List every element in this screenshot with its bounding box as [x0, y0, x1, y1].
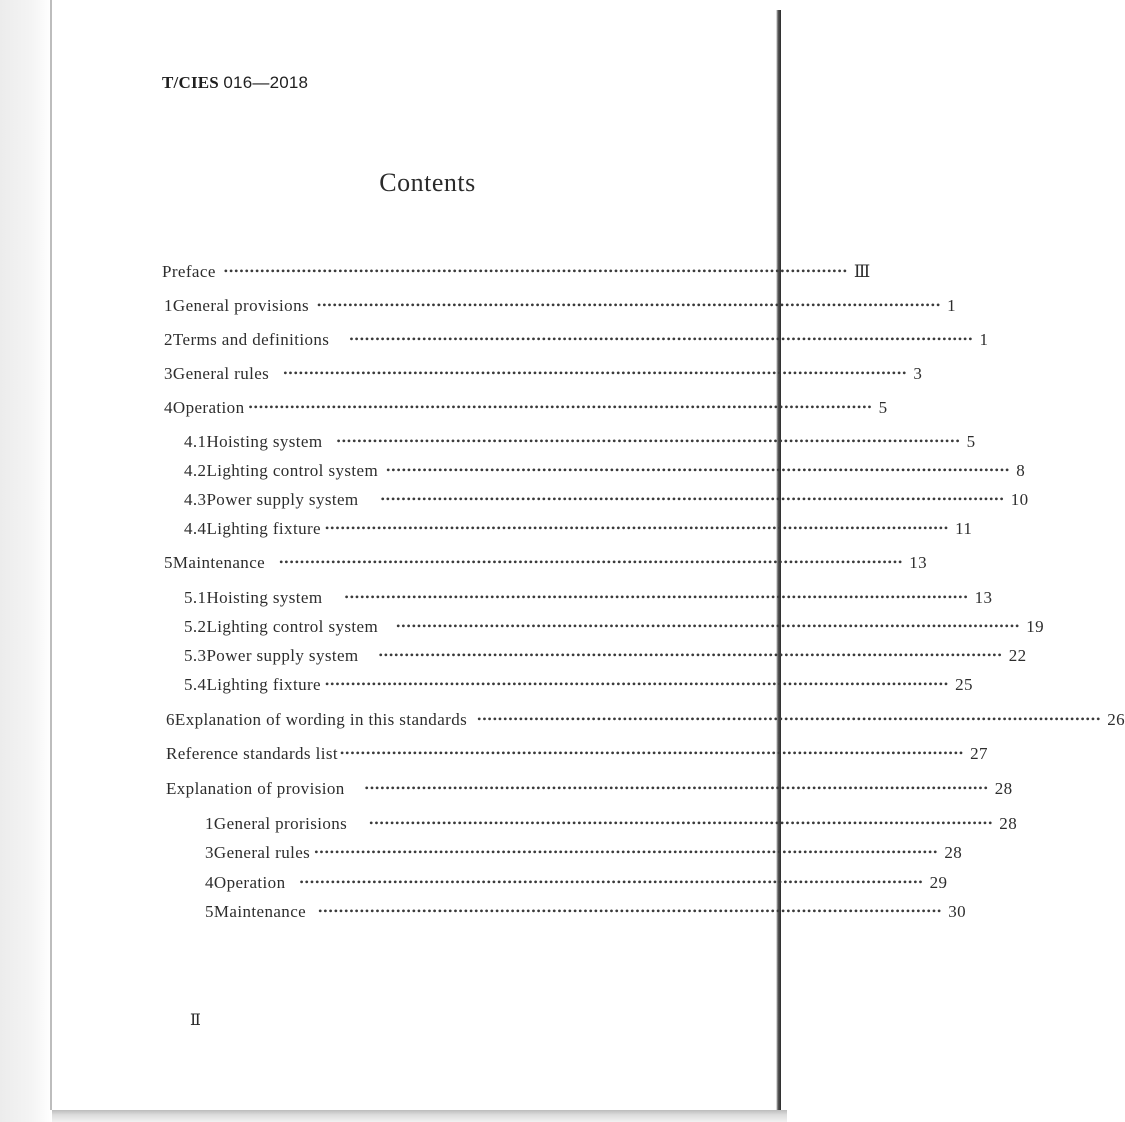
toc-label: Maintenance — [172, 553, 266, 572]
toc-number: 4.3 — [184, 490, 207, 509]
toc-leader: •••••••••••••••••••••••••••••••••••••••••••••••••••••••••••••••••••••••••••••••••••••••••••••••••••••••••••••••••••••••• — [369, 816, 994, 830]
toc-label: Terms and definitions — [172, 330, 330, 349]
toc-page: 25 — [955, 675, 973, 694]
toc-number: 5.2 — [184, 617, 207, 636]
toc-number: 3 — [205, 843, 214, 862]
toc-leader: •••••••••••••••••••••••••••••••••••••••••••••••••••••••••••••••••••••••••••••••••••••••••••••••••••••••••••••••••••••••• — [380, 492, 1005, 506]
toc-entry-5-1[interactable] — [184, 588, 993, 612]
toc-entry-5[interactable] — [164, 553, 928, 577]
toc-entry-3[interactable] — [164, 364, 923, 388]
toc-leader: •••••••••••••••••••••••••••••••••••••••••••••••••••••••••••••••••••••••••••••••••••••••••••••••••••••••••••••••••••••••• — [317, 298, 942, 312]
toc-leader: •••••••••••••••••••••••••••••••••••••••••••••••••••••••••••••••••••••••••••••••••••••••••••••••••••••••••••••••••••••••• — [339, 746, 965, 760]
standard-code — [162, 73, 308, 93]
toc-number: 3 — [164, 364, 173, 383]
toc-page: 28 — [999, 814, 1018, 833]
toc-leader: •••••••••••••••••••••••••••••••••••••••••••••••••••••••••••••••••••••••••••••••••••••••••••••••••••••••••••••••••••••••• — [314, 845, 939, 859]
footer-page-number: Ⅱ — [190, 1012, 201, 1029]
toc-entry-4-2[interactable] — [184, 461, 1026, 485]
toc-label: Operation — [172, 398, 245, 417]
toc-leader: •••••••••••••••••••••••••••••••••••••••••••••••••••••••••••••••••••••••••••••••••••••••••••••••••••••••••••••••••••••••• — [324, 677, 950, 691]
toc-number: 4.2 — [184, 461, 207, 480]
toc-leader: •••••••••••••••••••••••••••••••••••••••••••••••••••••••••••••••••••••••••••••••••••••••••••••••••••••••••••••••••••••••• — [283, 366, 908, 380]
toc-entry-5-3[interactable] — [184, 646, 1027, 670]
toc-page: 5 — [878, 398, 888, 417]
toc-leader: •••••••••••••••••••••••••••••••••••••••••••••••••••••••••••••••••••••••••••••••••••••••••••••••••••••••••••••••••••••••• — [248, 400, 873, 414]
toc-number: 5.3 — [184, 646, 207, 665]
toc-page: 1 — [979, 330, 989, 349]
toc-entry-explanation[interactable] — [166, 779, 1013, 803]
toc-entry-5-2[interactable] — [184, 617, 1045, 641]
toc-leader: •••••••••••••••••••••••••••••••••••••••••••••••••••••••••••••••••••••••••••••••••••••••••••••••••••••••••••••••••••••••• — [299, 875, 924, 889]
toc-number: 4 — [164, 398, 173, 417]
toc-leader: •••••••••••••••••••••••••••••••••••••••••••••••••••••••••••••••••••••••••••••••••••••••••••••••••••••••••••••••••••••••• — [336, 434, 961, 448]
toc-number: 1 — [205, 814, 214, 833]
toc-leader: •••••••••••••••••••••••••••••••••••••••••••••••••••••••••••••••••••••••••••••••••••••••••••••••••••••••••••••••••••••••• — [223, 264, 848, 278]
toc-entry-1[interactable] — [164, 296, 957, 320]
standard-prefix: T/CIES — [162, 73, 219, 92]
toc-label: General rules — [172, 364, 270, 383]
toc-leader: •••••••••••••••••••••••••••••••••••••••••••••••••••••••••••••••••••••••••••••••••••••••••••••••••••••••••••••••••••••••• — [396, 619, 1021, 633]
toc-leader: •••••••••••••••••••••••••••••••••••••••••••••••••••••••••••••••••••••••••••••••••••••••••••••••••••••••••••••••••••••••• — [344, 590, 969, 604]
toc-page: 30 — [948, 902, 967, 921]
toc-page: 8 — [1016, 461, 1026, 480]
toc-label: General prorisions — [213, 814, 348, 833]
toc-label: Explanation of wording in this standards — [174, 710, 468, 729]
toc-leader: •••••••••••••••••••••••••••••••••••••••••••••••••••••••••••••••••••••••••••••••••••••••••••••••••••••••••••••••••••••••• — [364, 781, 989, 795]
toc-number: 2 — [164, 330, 173, 349]
toc-page: 5 — [966, 432, 976, 451]
toc-label: Hoisting system — [206, 432, 323, 451]
toc-entry-2[interactable] — [164, 330, 989, 354]
toc-entry-exp-5[interactable] — [205, 902, 967, 926]
toc-entry-6[interactable] — [166, 710, 1125, 734]
toc-entry-exp-4[interactable] — [205, 873, 948, 897]
toc-label: General rules — [213, 843, 311, 862]
toc-entry-4-4[interactable] — [184, 519, 973, 543]
standard-number: 016—2018 — [223, 73, 309, 92]
toc-entry-5-4[interactable] — [184, 675, 973, 699]
toc-leader: •••••••••••••••••••••••••••••••••••••••••••••••••••••••••••••••••••••••••••••••••••••••••••••••••••••••••••••••••••••••• — [378, 648, 1003, 662]
toc-label: Lighting fixture — [206, 519, 321, 538]
toc-entry-4-1[interactable] — [184, 432, 976, 456]
toc-label: Lighting control system — [206, 461, 379, 480]
toc-leader: •••••••••••••••••••••••••••••••••••••••••••••••••••••••••••••••••••••••••••••••••••••••••••••••••••••••••••••••••••••••• — [279, 555, 904, 569]
toc-number: 5.4 — [184, 675, 207, 694]
toc-page: 19 — [1026, 617, 1045, 636]
toc-number: 4 — [205, 873, 214, 892]
toc-label: General provisions — [172, 296, 309, 315]
toc-label: Lighting fixture — [206, 675, 321, 694]
toc-page: 29 — [929, 873, 948, 892]
toc-number: 5 — [205, 902, 214, 921]
toc-page: 1 — [947, 296, 957, 315]
toc-number: 4.4 — [184, 519, 207, 538]
toc-entry-4-3[interactable] — [184, 490, 1029, 514]
toc-number: 1 — [164, 296, 173, 315]
toc-label: Power supply system — [206, 646, 359, 665]
toc-page: Ⅲ — [853, 262, 871, 281]
toc-entry-exp-3[interactable] — [205, 843, 963, 867]
toc-number: 5 — [164, 553, 173, 572]
toc-entry-references[interactable] — [166, 744, 988, 768]
toc-page: 11 — [955, 519, 973, 538]
toc-entry-4[interactable] — [164, 398, 888, 422]
toc-label: Preface — [162, 262, 216, 281]
toc-entry-preface[interactable] — [162, 262, 871, 286]
toc-leader: •••••••••••••••••••••••••••••••••••••••••••••••••••••••••••••••••••••••••••••••••••••••••••••••••••••••••••••••••••••••• — [477, 712, 1102, 726]
toc-page: 28 — [994, 779, 1013, 798]
toc-leader: •••••••••••••••••••••••••••••••••••••••••••••••••••••••••••••••••••••••••••••••••••••••••••••••••••••••••••••••••••••••• — [318, 904, 943, 918]
toc-label: Hoisting system — [206, 588, 323, 607]
toc-label: Lighting control system — [206, 617, 379, 636]
toc-page: 22 — [1008, 646, 1027, 665]
toc-page: 13 — [974, 588, 993, 607]
toc-label: Power supply system — [206, 490, 359, 509]
toc-label: Operation — [213, 873, 286, 892]
toc-number: 4.1 — [184, 432, 207, 451]
toc-number: 6 — [166, 710, 175, 729]
toc-page: 3 — [913, 364, 923, 383]
toc-leader: •••••••••••••••••••••••••••••••••••••••••••••••••••••••••••••••••••••••••••••••••••••••••••••••••••••••••••••••••••••••• — [386, 463, 1011, 477]
toc-entry-exp-1[interactable] — [205, 814, 1018, 838]
toc-label: Explanation of provision — [166, 779, 345, 798]
scan-bottom-edge — [52, 1110, 787, 1122]
toc-page: 10 — [1010, 490, 1029, 509]
toc-page: 28 — [944, 843, 963, 862]
toc-page: 26 — [1107, 710, 1125, 729]
page-title: Contents — [379, 168, 476, 197]
toc-label: Maintenance — [213, 902, 307, 921]
toc-label: Reference standards list — [166, 744, 338, 763]
toc-page: 27 — [970, 744, 988, 763]
toc-leader: •••••••••••••••••••••••••••••••••••••••••••••••••••••••••••••••••••••••••••••••••••••••••••••••••••••••••••••••••••••••• — [324, 521, 950, 535]
toc-number: 5.1 — [184, 588, 207, 607]
toc-page: 13 — [909, 553, 928, 572]
toc-leader: •••••••••••••••••••••••••••••••••••••••••••••••••••••••••••••••••••••••••••••••••••••••••••••••••••••••••••••••••••••••• — [349, 332, 974, 346]
